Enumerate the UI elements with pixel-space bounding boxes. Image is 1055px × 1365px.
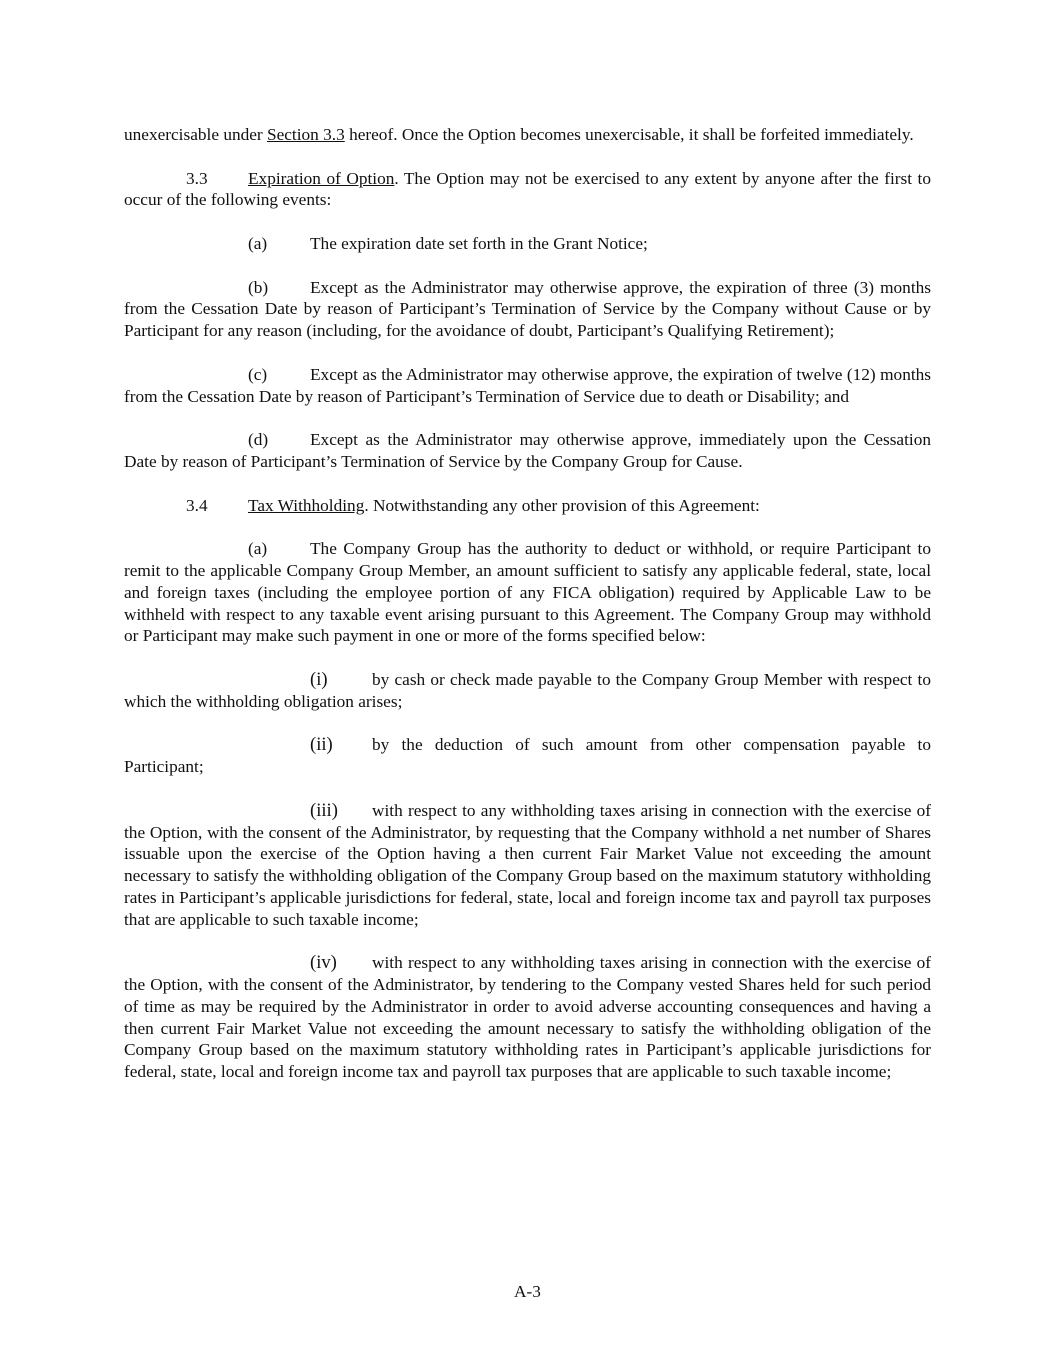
section-heading: Expiration of Option bbox=[248, 168, 395, 188]
clause-label: (a) bbox=[248, 539, 268, 559]
subclause-label: (ii) bbox=[310, 734, 333, 756]
clause-text: The expiration date set forth in the Grant Notice; bbox=[310, 233, 648, 253]
clause-label: (b) bbox=[248, 277, 269, 297]
clause-text: Except as the Administrator may otherwise approve, immediately upon the Cessation Date by reason of Participant’s Termination of Service by the Company Group for Cause. bbox=[124, 430, 931, 471]
section-3-4-a-iii bbox=[124, 800, 931, 931]
section-3-3-reference: Section 3.3 bbox=[266, 125, 345, 144]
clause-label: (c) bbox=[248, 364, 268, 384]
continuation-paragraph bbox=[124, 124, 931, 146]
section-heading: Tax Withholding bbox=[248, 495, 365, 515]
subclause-label: (i) bbox=[310, 668, 328, 690]
subclause-text: with respect to any withholding taxes arising in connection with the exercise of the Option, with the consent of the Administrator, by requesting that the Company withhold a net number of Shares issuable upon the exercise of the Option having a then current Fair Market Value not exceeding the amount necessary to satisfy the withholding obligation of the Company Group based on the maximum statutory withholding rates in Participant’s applicable jurisdictions for federal, state, local and foreign income tax and payroll tax purposes that are applicable to such taxable income; bbox=[124, 800, 931, 929]
section-3-3-d bbox=[124, 429, 931, 473]
section-number: 3.4 bbox=[186, 495, 208, 515]
document-body bbox=[124, 124, 931, 1105]
clause-label: (d) bbox=[248, 430, 269, 450]
continuation-text: unexercisable under bbox=[124, 125, 267, 144]
section-3-3 bbox=[124, 168, 931, 212]
subclause-text: by the deduction of such amount from other compensation payable to Participant; bbox=[124, 735, 931, 777]
page-number: A-3 bbox=[514, 1282, 541, 1301]
section-3-4-a-iv bbox=[124, 952, 931, 1083]
continuation-text-end: hereof. Once the Option becomes unexercisable, it shall be forfeited immediately. bbox=[344, 125, 914, 144]
subclause-text: by cash or check made payable to the Company Group Member with respect to which the withholding obligation arises; bbox=[124, 669, 931, 711]
clause-text: Except as the Administrator may otherwise approve, the expiration of three (3) months from the Cessation Date by reason of Participant’s Termination of Service by the Company without Cause or by Participant for any reason (including, for the avoidance of doubt, Participant’s Qualifying Retirement); bbox=[124, 277, 931, 341]
section-3-4 bbox=[124, 495, 931, 517]
clause-text: The Company Group has the authority to deduct or withhold, or require Participant to remit to the applicable Company Group Member, an amount sufficient to satisfy any applicable federal, state, local and foreign taxes (including the employee portion of any FICA obligation) required by Applicable Law to be withheld with respect to any taxable event arising pursuant to this Agreement. The Company Group may withhold or Participant may make such payment in one or more of the forms specified below: bbox=[124, 539, 931, 646]
section-3-4-a-i bbox=[124, 669, 931, 713]
section-text: . Notwithstanding any other provision of this Agreement: bbox=[364, 495, 760, 515]
clause-label: (a) bbox=[248, 233, 268, 253]
section-3-3-c bbox=[124, 364, 931, 408]
clause-text: Except as the Administrator may otherwise approve, the expiration of twelve (12) months from the Cessation Date by reason of Participant’s Termination of Service due to death or Disability; and bbox=[124, 364, 931, 406]
section-3-4-a bbox=[124, 538, 931, 647]
section-text: . The Option may not be exercised to any extent by anyone after the first to occur of the following events: bbox=[124, 168, 931, 210]
section-3-3-a bbox=[124, 233, 931, 255]
subclause-text: with respect to any withholding taxes arising in connection with the exercise of the Option, with the consent of the Administrator, by tendering to the Company vested Shares held for such period of time as may be required by the Administrator in order to avoid adverse accounting consequences and having a then current Fair Market Value not exceeding the amount necessary to satisfy the withholding obligation of the Company Group based on the maximum statutory withholding rates in Participant’s applicable jurisdictions for federal, state, local and foreign income tax and payroll tax purposes that are applicable to such taxable income; bbox=[124, 953, 931, 1082]
section-3-4-a-ii bbox=[124, 734, 931, 778]
section-3-3-b bbox=[124, 277, 931, 342]
subclause-label: (iii) bbox=[310, 799, 338, 821]
subclause-label: (iv) bbox=[310, 952, 337, 974]
section-number: 3.3 bbox=[186, 168, 208, 188]
